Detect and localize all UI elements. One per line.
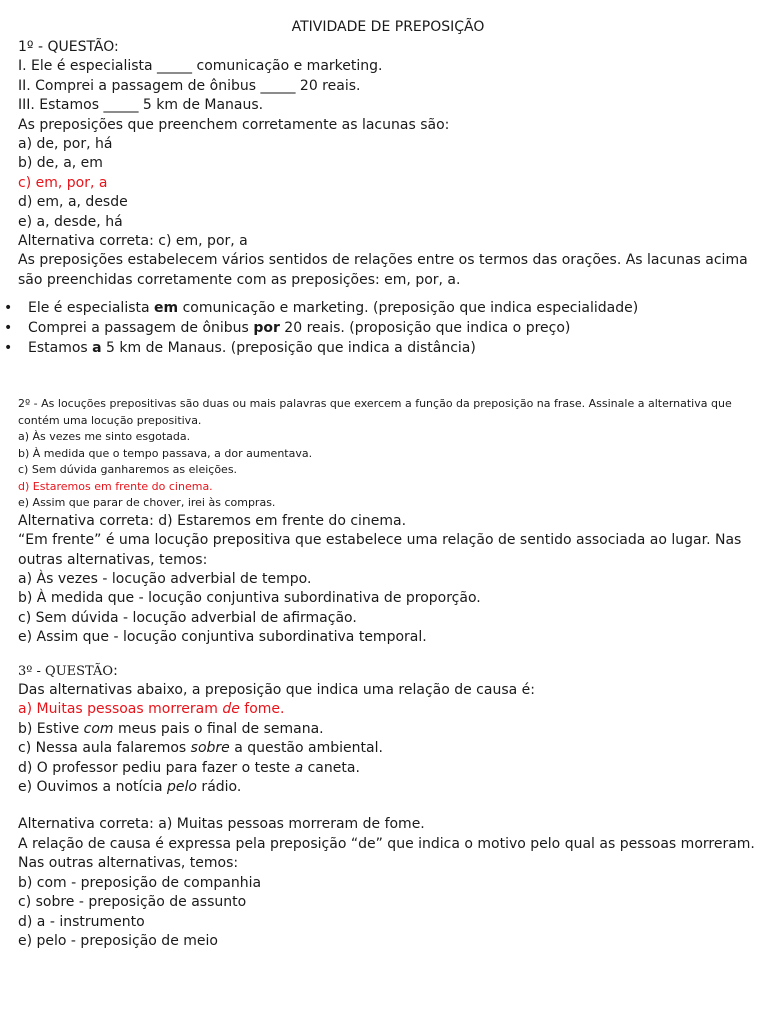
q3-option-d: d) O professor pediu para fazer o teste a caneta.	[18, 759, 360, 776]
q3-others-intro: Nas outras alternativas, temos:	[18, 855, 239, 872]
q1-bullet-3: • Estamos a 5 km de Manaus. (preposição que indica a distância)	[18, 338, 758, 358]
q1-bullet-2: • Comprei a passagem de ônibus por 20 reais. (proposição que indica o preço)	[18, 318, 758, 338]
q2-note-c: c) Sem dúvida - locução adverbial de afirmação.	[18, 609, 357, 626]
q2-note-b: b) À medida que - locução conjuntiva subordinativa de proporção.	[18, 590, 481, 607]
q2-note-a: a) Às vezes - locução adverbial de tempo.	[18, 571, 312, 587]
q1-bullet-1: • Ele é especialista em comunicação e marketing. (preposição que indica especialidade)	[18, 298, 758, 318]
q1-sentence-1: I. Ele é especialista _____ comunicação e marketing.	[18, 58, 383, 75]
q3-prompt: Das alternativas abaixo, a preposição que indica uma relação de causa é:	[18, 682, 535, 699]
q1-sentence-3: III. Estamos _____ 5 km de Manaus.	[18, 97, 264, 114]
q3-explanation: A relação de causa é expressa pela preposição “de” que indica o motivo pelo qual as pessoas morreram.	[18, 835, 755, 852]
q1-option-e: e) a, desde, há	[18, 213, 123, 230]
q3-option-b: b) Estive com meus pais o final de semana.	[18, 720, 324, 737]
q1-prompt: As preposições que preenchem corretamente as lacunas são:	[18, 116, 450, 133]
q3-option-c: c) Nessa aula falaremos sobre a questão ambiental.	[18, 740, 383, 757]
q3-note-c: c) sobre - preposição de assunto	[18, 894, 247, 911]
q1-bullet-list	[18, 298, 758, 358]
q2-intro: 2º - As locuções prepositivas são duas ou mais palavras que exercem a função da preposição na frase. Assinale a alternativa que contém uma locução prepositiva.	[18, 397, 732, 427]
document-page	[18, 16, 758, 951]
q2-option-c: c) Sem dúvida ganharemos as eleições.	[18, 463, 238, 477]
q1-option-a: a) de, por, há	[18, 136, 113, 153]
q1-option-b: b) de, a, em	[18, 155, 103, 172]
q3-note-b: b) com - preposição de companhia	[18, 874, 262, 891]
q3-option-a-correct: a) Muitas pessoas morreram de fome.	[18, 701, 285, 718]
q1-explanation: As preposições estabelecem vários sentidos de relações entre os termos das orações. As lacunas acima são preenchidas corretamente com as preposições: em, por, a.	[18, 252, 748, 288]
q2-option-d-correct: d) Estaremos em frente do cinema.	[18, 479, 213, 493]
q3-answer: Alternativa correta: a) Muitas pessoas morreram de fome.	[18, 816, 425, 833]
document-title: ATIVIDADE DE PREPOSIÇÃO	[291, 19, 485, 35]
q1-sentence-2: II. Comprei a passagem de ônibus _____ 20 reais.	[18, 77, 361, 94]
q2-explanation: “Em frente” é uma locução prepositiva que estabelece uma relação de sentido associada ao lugar. Nas outras alternativas, temos:	[18, 532, 742, 568]
q1-answer: Alternativa correta: c) em, por, a	[18, 233, 248, 250]
q3-note-d: d) a - instrumento	[18, 913, 145, 930]
q3-option-e: e) Ouvimos a notícia pelo rádio.	[18, 779, 242, 796]
q2-option-b: b) À medida que o tempo passava, a dor aumentava.	[18, 446, 313, 460]
q2-note-e: e) Assim que - locução conjuntiva subordinativa temporal.	[18, 629, 427, 646]
q2-option-e: e) Assim que parar de chover, irei às compras.	[18, 496, 276, 510]
q3-heading: 3º - QUESTÃO:	[18, 662, 118, 679]
q2-answer: Alternativa correta: d) Estaremos em frente do cinema.	[18, 512, 407, 529]
question-3	[18, 662, 758, 952]
question-2	[18, 396, 758, 647]
q1-heading: 1º - QUESTÃO:	[18, 39, 119, 55]
q1-option-c-correct: c) em, por, a	[18, 174, 108, 191]
q3-note-e: e) pelo - preposição de meio	[18, 932, 218, 949]
q2-option-a: a) Às vezes me sinto esgotada.	[18, 430, 191, 444]
q1-option-d: d) em, a, desde	[18, 194, 128, 211]
question-1	[18, 38, 758, 358]
